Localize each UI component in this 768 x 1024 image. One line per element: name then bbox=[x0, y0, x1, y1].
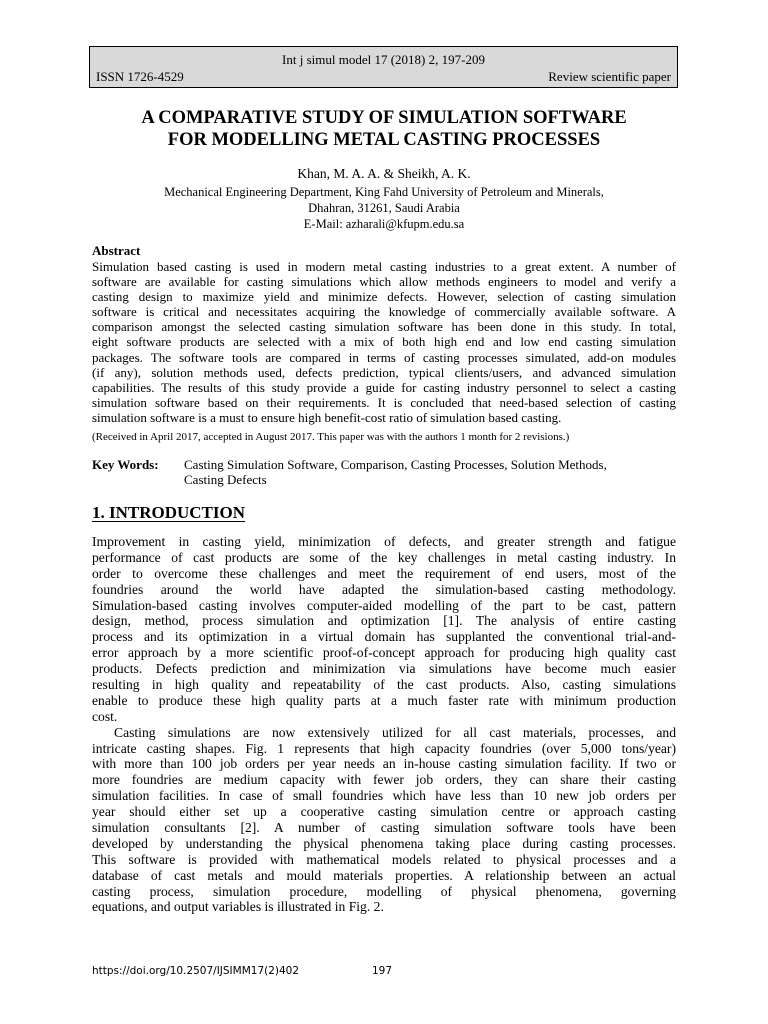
intro-line: developed by understanding the physical phenomena taking place during casting processes. bbox=[92, 835, 676, 851]
intro-line: order to overcome these challenges and meet the requirement of end users, most of the bbox=[92, 565, 676, 581]
intro-line: simulation facilities. In case of small foundries which have less than 10 new job orders per bbox=[92, 788, 676, 804]
intro-line: Casting simulations are now extensively utilized for all cast materials, processes, and bbox=[114, 724, 676, 740]
abstract-line: eight software products are selected with a mix of both high end and low end casting simulation bbox=[92, 334, 676, 350]
keywords-line: Casting Simulation Software, Comparison, Casting Processes, Solution Methods, bbox=[184, 457, 607, 472]
received-note: (Received in April 2017, accepted in August 2017. This paper was with the authors 1 month for 2 revisions.) bbox=[92, 431, 570, 443]
abstract-line: packages. The software tools are compared in terms of casting processes simulated, add-on modules bbox=[92, 349, 676, 365]
intro-line: This software is provided with mathematical models related to physical processes and a bbox=[92, 851, 676, 867]
paper-title bbox=[70, 107, 698, 151]
journal-header-box bbox=[89, 46, 678, 88]
intro-line: Simulation-based casting involves computer-aided modelling of the part to be cast, pattern bbox=[92, 597, 676, 613]
intro-line: Improvement in casting yield, minimization of defects, and greater strength and fatigue bbox=[92, 534, 676, 549]
paper-type: Review scientific paper bbox=[548, 69, 671, 84]
page-number: 197 bbox=[372, 965, 393, 977]
affiliation-line: Dhahran, 31261, Saudi Arabia bbox=[308, 201, 460, 215]
affiliation-line: Mechanical Engineering Department, King Fahd University of Petroleum and Minerals, bbox=[164, 185, 604, 199]
introduction-body bbox=[92, 534, 676, 915]
abstract-line: Simulation based casting is used in modern metal casting industries to a great extent. A number of bbox=[92, 259, 676, 274]
intro-line: products. Defects prediction and minimization via simulations have become much easier bbox=[92, 661, 676, 677]
section-heading-introduction: 1. INTRODUCTION bbox=[92, 503, 246, 522]
intro-line: casting process, simulation procedure, modelling of physical phenomena, governing bbox=[92, 883, 676, 899]
abstract-line: simulation software based on their requirements. It is concluded that need-based selection of casting bbox=[92, 394, 676, 410]
author-email: E-Mail: azharali@kfupm.edu.sa bbox=[303, 217, 465, 231]
intro-line: resulting in high quality and repeatability of the cast products. Also, casting simulations bbox=[92, 677, 676, 693]
intro-line: process and its optimization in a virtual domain has supplanted the conventional trial-and- bbox=[92, 629, 676, 645]
abstract-line: software are available for casting simulations which allow methods engineers to model and verify a bbox=[92, 274, 676, 290]
intro-line: database of cast metals and mould materials properties. A relationship between an actual bbox=[92, 867, 676, 883]
abstract-heading: Abstract bbox=[92, 243, 141, 258]
affiliation bbox=[70, 184, 698, 232]
authors: Khan, M. A. A. & Sheikh, A. K. bbox=[297, 166, 471, 181]
intro-line: simulation consultants [2]. A number of casting simulation software tools have been bbox=[92, 820, 676, 836]
abstract-line: casting design to maximize yield and minimize defects. However, selection of casting simulation bbox=[92, 289, 676, 305]
intro-line: with more than 100 job orders per year needs an in-house casting simulation facility. If two or bbox=[92, 756, 676, 772]
intro-line: cost. bbox=[92, 708, 118, 724]
intro-line: enable to produce these high quality parts at a much faster rate with minimum production bbox=[92, 692, 676, 708]
abstract-line: comparison amongst the selected casting simulation software has been done in this study. In total, bbox=[92, 319, 676, 335]
title-line: A COMPARATIVE STUDY OF SIMULATION SOFTWARE bbox=[141, 108, 627, 128]
keywords-label: Key Words: bbox=[92, 457, 159, 472]
intro-line: more foundries are medium capacity with fewer job orders, they can share their casting bbox=[92, 772, 676, 788]
doi-link[interactable]: https://doi.org/10.2507/IJSIMM17(2)402 bbox=[92, 965, 300, 977]
keywords-line: Casting Defects bbox=[184, 472, 267, 487]
intro-line: error approach by a more scientific proof-of-concept approach for producing high quality cast bbox=[92, 645, 676, 661]
abstract-body bbox=[92, 259, 676, 425]
title-line: FOR MODELLING METAL CASTING PROCESSES bbox=[167, 130, 601, 150]
journal-citation: Int j simul model 17 (2018) 2, 197-209 bbox=[282, 52, 485, 67]
intro-line: design, method, process simulation and optimization [1]. The analysis of entire casting bbox=[92, 613, 676, 629]
intro-line: year should either set up a cooperative casting simulation centre or approach casting bbox=[92, 804, 676, 820]
abstract-line: (if any), solution methods used, defects prediction, typical clients/users, and advanced simulation bbox=[92, 364, 676, 380]
issn: ISSN 1726-4529 bbox=[96, 69, 184, 84]
abstract-line: simulation software is a must to ensure high benefit-cost ratio of simulation based casting. bbox=[92, 409, 562, 425]
intro-line: foundries around the world have adapted the simulation-based casting methodology. bbox=[92, 581, 676, 597]
abstract-line: software is critical and necessitates acquiring the knowledge of commercially available software. A bbox=[92, 304, 676, 320]
intro-line: intricate casting shapes. Fig. 1 represents that high capacity foundries (over 5,000 tons/year) bbox=[92, 740, 676, 756]
abstract-line: capabilities. The results of this study provide a guide for casting industry personnel to select a casting bbox=[92, 379, 676, 395]
intro-line: performance of cast products are some of the key challenges in metal casting industry. In bbox=[92, 549, 676, 565]
keywords-text bbox=[184, 457, 674, 487]
intro-line: equations, and output variables is illustrated in Fig. 2. bbox=[92, 899, 384, 915]
